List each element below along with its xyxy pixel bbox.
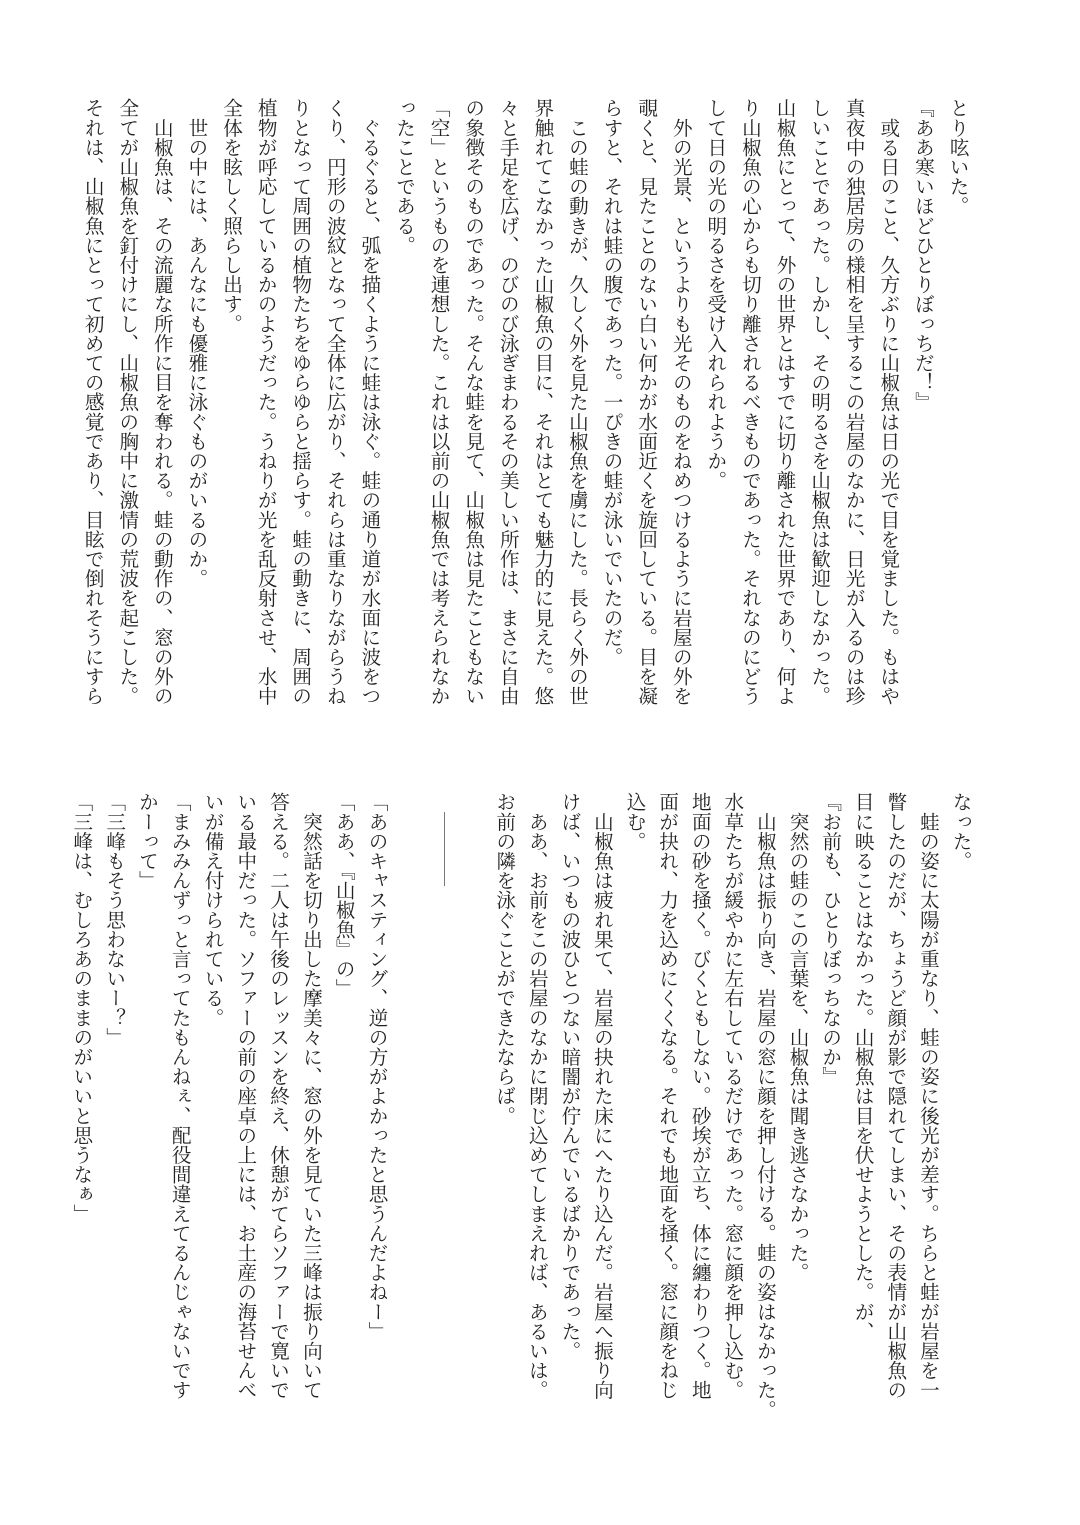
text-line: しいことであった。しかし、その明るさを山椒魚は歓迎しなかった。	[807, 98, 831, 706]
text-line: 「まみみんずっと言ってたもんねぇ、配役間違えてるんじゃないです	[168, 792, 192, 1400]
text-line: 山椒魚は、その流麗な所作に目を奪われる。蛙の動作の、窓の外の	[150, 98, 174, 706]
text-line: 山椒魚にとって、外の世界とはすでに切り離された世界であり、何よ	[773, 98, 797, 706]
text-line: それは、山椒魚にとって初めての感覚であり、目眩で倒れそうにすら	[81, 98, 105, 706]
text-line: 「空」というものを連想した。これは以前の山椒魚では考えられなか	[427, 98, 451, 706]
text-line: けば、いつもの波ひとつない暗闇が佇んでいるばかりであった。	[557, 792, 581, 1361]
text-line: ったことである。	[392, 98, 416, 255]
text-line: ああ、お前をこの岩屋のなかに閉じ込めてしまえれば、あるいは。	[525, 792, 549, 1400]
text-line: 世の中には、あんなにも優雅に泳ぐものがいるのか。	[184, 98, 208, 588]
text-line: 「ああ、『山椒魚』の」	[332, 792, 356, 998]
text-line: 突然話を切り出した摩美々に、窓の外を見ていた三峰は振り向いて	[299, 792, 323, 1400]
text-line: 覗くと、見たことのない白い何かが水面近くを旋回している。目を凝	[634, 98, 658, 706]
text-line: いが備え付けられている。	[201, 792, 225, 1028]
story-text-bottom	[487, 792, 976, 1419]
text-line: り山椒魚の心からも切り離されるべきものであった。それなのにどう	[738, 98, 762, 706]
text-line: 面が抉れ、力を込めにくくなる。それでも地面を掻く。窓に顔をねじ	[655, 792, 679, 1400]
text-line: かーって」	[135, 792, 159, 890]
text-line: 山椒魚は疲れ果て、岩屋の抉れた床にへたり込んだ。岩屋へ振り向	[590, 792, 614, 1400]
text-line: お前の隣を泳ぐことができたならば。	[492, 792, 516, 1126]
text-line: ぐるぐると、弧を描くように蛙は泳ぐ。蛙の通り道が水面に波をつ	[357, 98, 381, 706]
text-line: らすと、それは蛙の腹であった。一ぴきの蛙が泳いでいたのだ。	[600, 98, 624, 667]
text-line: なった。	[949, 792, 972, 871]
text-line: くり、円形の波紋となって全体に広がり、それらは重なりながらうね	[323, 98, 347, 706]
text-line: この蛙の動きが、久しく外を見た山椒魚を虜にした。長らく外の世	[565, 98, 589, 706]
text-line: 込む。	[623, 792, 647, 851]
text-line: いる最中だった。ソファーの前の座卓の上には、お土産の海苔せんべ	[233, 792, 257, 1400]
text-line: して日の光の明るさを受け入れられようか。	[703, 98, 727, 490]
text-line: 外の光景、というよりも光そのものをねめつけるように岩屋の外を	[669, 98, 693, 706]
text-line: りとなって周囲の植物たちをゆらゆらと揺らす。蛙の動きに、周囲の	[288, 98, 312, 706]
text-line: の象徴そのものであった。そんな蛙を見て、山椒魚は見たこともない	[461, 98, 485, 706]
text-line: 真夜中の独居房の様相を呈するこの岩屋のなかに、日光が入るのは珍	[842, 98, 866, 706]
section-divider	[444, 812, 445, 886]
text-line: 答える。二人は午後のレッスンを終え、休憩がてらソファーで寛いで	[266, 792, 290, 1400]
text-line: 目に映ることはなかった。山椒魚は目を伏せようとした。が、	[851, 792, 875, 1341]
text-line: 植物が呼応しているかのようだった。うねりが光を乱反射させ、水中	[254, 98, 278, 706]
text-line: とり呟いた。	[946, 98, 969, 216]
text-line: 水草たちが緩やかに左右しているだけであった。窓に顔を押し込む。	[720, 792, 744, 1400]
text-line: 々と手足を広げ、のびのび泳ぎまわるその美しい所作は、まさに自由	[496, 98, 520, 706]
text-line: 『お前も、ひとりぼっちなのか』	[818, 792, 842, 1086]
text-line: 「あのキャスティング、逆の方がよかったと思うんだよねー」	[365, 792, 388, 1341]
dialogue-text	[64, 792, 392, 1400]
text-line: 全体を眩しく照らし出す。	[219, 98, 243, 334]
text-line: 全てが山椒魚を釘付けにし、山椒魚の胸中に激情の荒波を起こした。	[115, 98, 139, 706]
text-line: 或る日のこと、久方ぶりに山椒魚は日の光で目を覚ました。もはや	[876, 98, 900, 706]
text-line: 「三峰もそう思わないー？」	[102, 792, 126, 1047]
text-line: 界触れてこなかった山椒魚の目に、それはとても魅力的に見えた。悠	[530, 98, 554, 706]
text-line: 蛙の姿に太陽が重なり、蛙の姿に後光が差す。ちらと蛙が岩屋を一	[916, 792, 940, 1400]
text-line: 「三峰は、むしろあのままのがいいと思うなぁ」	[69, 792, 93, 1224]
text-line: 地面の砂を掻く。びくともしない。砂埃が立ち、体に纏わりつく。地	[688, 792, 712, 1400]
text-line: 山椒魚は振り向き、岩屋の窓に顔を押し付ける。蛙の姿はなかった。	[753, 792, 777, 1420]
text-line: 『ああ寒いほどひとりぼっちだ！』	[911, 98, 935, 412]
story-text-top	[75, 98, 974, 706]
text-line: 瞥したのだが、ちょうど顔が影で隠れてしまい、その表情が山椒魚の	[883, 792, 907, 1400]
text-line: 突然の蛙のこの言葉を、山椒魚は聞き逃さなかった。	[786, 792, 810, 1282]
